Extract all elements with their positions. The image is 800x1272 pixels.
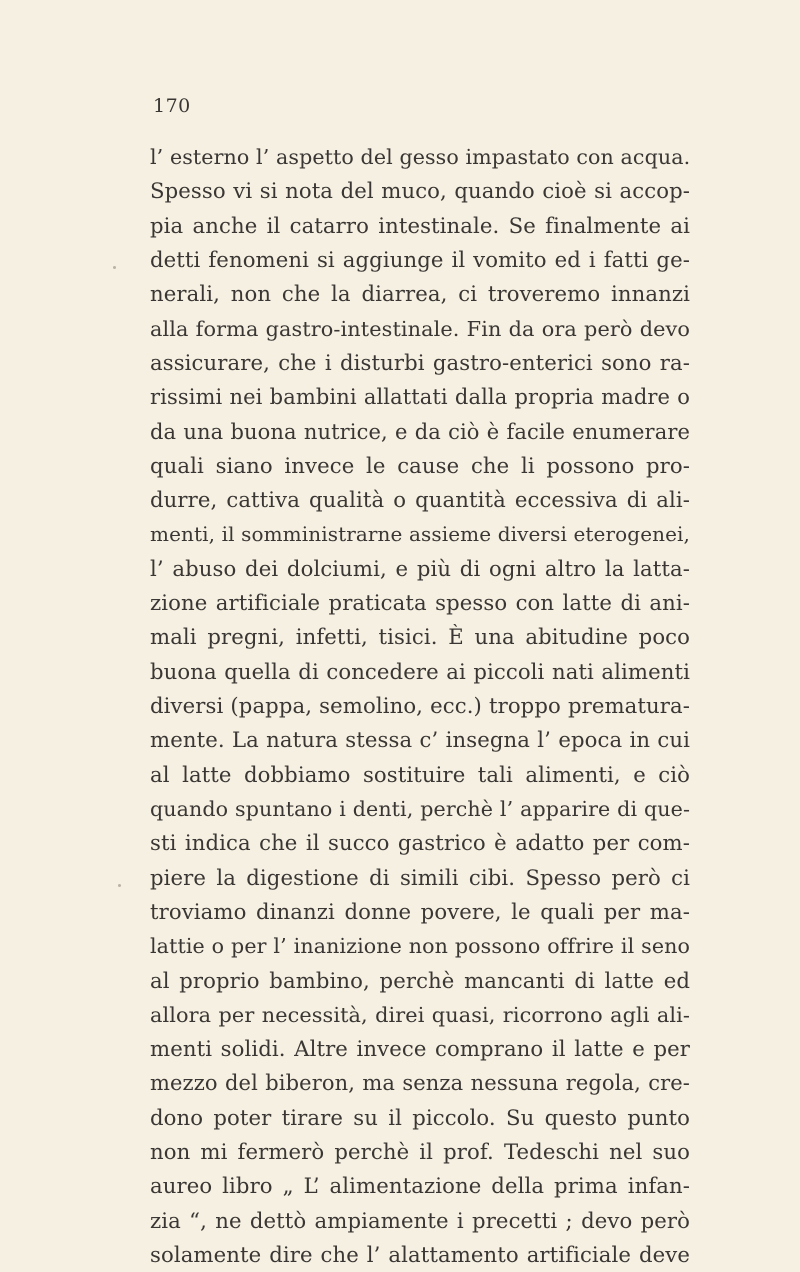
text-line: Spesso vi si nota del muco, quando cioè si accop- [150,178,690,204]
paper-speck [118,884,121,887]
text-line: piere la digestione di simili cibi. Spesso però ci [150,864,690,890]
text-line: allora per necessità, direi quasi, ricorrono agli ali- [150,1002,690,1027]
text-line: durre, cattiva qualità o quantità eccessiva di ali- [150,487,690,513]
text-line: detti fenomeni si aggiunge il vomito ed i fatti ge- [150,246,690,272]
text-line: mezzo del biberon, ma senza nessuna regola, cre- [150,1071,690,1096]
text-line: sti indica che il succo gastrico è adatto per com- [150,830,690,856]
text-line: da una buona nutrice, e da ciò è facile enumerare [150,419,690,444]
text-line: menti solidi. Altre invece comprano il latte e per [150,1036,690,1062]
text-line: buona quella di concedere ai piccoli nati alimenti [150,658,690,684]
text-line: solamente dire che l’ alattamento artificiale deve [150,1242,690,1267]
text-line: zia “, ne dettò ampiamente i precetti ; devo però [150,1207,690,1233]
text-line: lattie o per l’ inanizione non possono offrire il seno [150,934,690,959]
text-line: al latte dobbiamo sostituire tali alimenti, e ciò [150,761,690,787]
text-line: pia anche il catarro intestinale. Se finalmente ai [150,212,690,238]
text-line: aureo libro „ L’ alimentazione della prima infan- [150,1173,690,1199]
text-line: mali pregni, infetti, tisici. È una abitudine poco [150,624,690,650]
text-line: diversi (pappa, semolino, ecc.) troppo prematura- [150,693,690,718]
text-line: dono poter tirare su il piccolo. Su questo punto [150,1104,690,1130]
text-line: assicurare, che i disturbi gastro-enterici sono ra- [150,349,690,375]
text-line: nerali, non che la diarrea, ci troveremo innanzi [150,281,690,307]
page-number: 170 [153,95,191,117]
text-line: mente. La natura stessa c’ insegna l’ epoca in cui [150,727,690,753]
text-line: menti, il somministrarne assieme diversi eterogenei, [150,522,690,547]
text-line: alla forma gastro-intestinale. Fin da ora però devo [150,316,690,341]
text-line: quando spuntano i denti, perchè l’ apparire di que- [150,796,690,821]
text-line: rissimi nei bambini allattati dalla propria madre o [150,385,690,410]
text-line: l’ abuso dei dolciumi, e più di ogni altro la latta- [150,555,690,581]
body-text [150,140,690,1272]
text-line: quali siano invece le cause che li possono pro- [150,452,690,478]
text-line: troviamo dinanzi donne povere, le quali per ma- [150,898,690,924]
text-line: non mi fermerò perchè il prof. Tedeschi nel suo [150,1139,690,1165]
text-line: l’ esterno l’ aspetto del gesso impastato con acqua. [150,145,691,169]
text-line: zione artificiale praticata spesso con latte di ani- [150,590,690,616]
paper-speck [113,266,116,269]
text-line: al proprio bambino, perchè mancanti di latte ed [150,967,690,993]
